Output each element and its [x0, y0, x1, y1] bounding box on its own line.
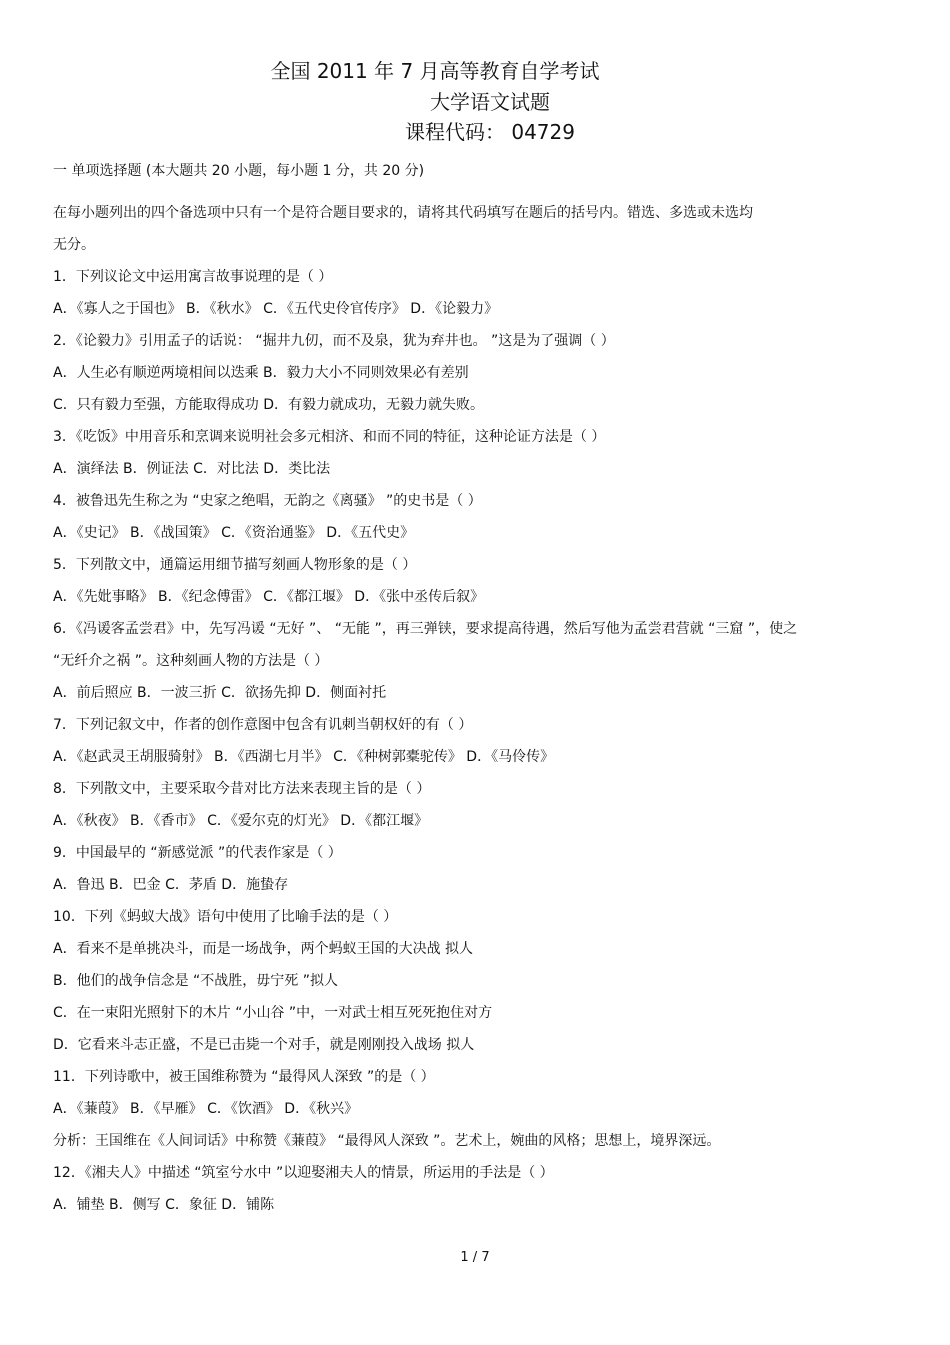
options-line: A．人生必有顺逆两境相间以迭乘 B．毅力大小不同则效果必有差别 [53, 365, 469, 381]
options-line: A．鲁迅 B．巴金 C．茅盾 D．施蛰存 [53, 877, 289, 893]
options-line: A．《先妣事略》 B．《纪念傅雷》 C．《都江堰》 D．《张中丞传后叙》 [53, 589, 485, 605]
options-line: C．在一束阳光照射下的木片 “小山谷 ”中，一对武士相互死死抱住对方 [53, 1005, 493, 1021]
question-line: 2．《论毅力》引用孟子的话说： “掘井九仞，而不及泉，犹为弃井也。 ”这是为了强调（ ） [53, 333, 615, 349]
question-line: 8．下列散文中，主要采取今昔对比方法来表现主旨的是（ ） [53, 781, 431, 797]
options-line: D．它看来斗志正盛，不是已击毙一个对手，就是刚刚投入战场 拟人 [53, 1037, 475, 1053]
question-line: 6．《冯谖客孟尝君》中，先写冯谖 “无好 ”、 “无能 ”，再三弹铗，要求提高待遇，然后写他为孟尝君营就 “三窟 ”，使之 [53, 621, 798, 637]
options-line: A．《秋夜》 B．《香市》 C．《爱尔克的灯光》 D．《都江堰》 [53, 813, 429, 829]
options-line: B．他们的战争信念是 “不战胜，毋宁死 ”拟人 [53, 973, 339, 989]
question-line: 12．《湘夫人》中描述 “筑室兮水中 ”以迎娶湘夫人的情景，所运用的手法是（ ） [53, 1165, 554, 1181]
question-line: 4．被鲁迅先生称之为 “史家之绝唱，无韵之《离骚》 ”的史书是（ ） [53, 493, 482, 509]
question-line: 10．下列《蚂蚁大战》语句中使用了比喻手法的是（ ） [53, 909, 398, 925]
options-line: A．《史记》 B．《战国策》 C．《资治通鉴》 D．《五代史》 [53, 525, 415, 541]
instructions-line: 无分。 [53, 237, 95, 253]
options-line: A．看来不是单挑决斗，而是一场战争，两个蚂蚁王国的大决战 拟人 [53, 941, 474, 957]
exam-body [53, 160, 913, 1226]
exam-title: 全国 2011 年 7 月高等教育自学考试 [270, 59, 600, 83]
question-line: 11．下列诗歌中，被王国维称赞为 “最得风人深致 ”的是（ ） [53, 1069, 435, 1085]
question-line: “无纤介之祸 ”。这种刻画人物的方法是（ ） [53, 653, 329, 669]
section-heading: 一 单项选择题 (本大题共 20 小题，每小题 1 分，共 20 分) [53, 163, 425, 179]
instructions-line: 在每小题列出的四个备选项中只有一个是符合题目要求的，请将其代码填写在题后的括号内。错选、多选或未选均 [53, 205, 753, 221]
question-line: 1．下列议论文中运用寓言故事说理的是（ ） [53, 269, 333, 285]
exam-subject: 大学语文试题 [430, 90, 550, 114]
question-line: 5．下列散文中，通篇运用细节描写刻画人物形象的是（ ） [53, 557, 417, 573]
question-line: 9．中国最早的 “新感觉派 ”的代表作家是（ ） [53, 845, 342, 861]
options-line: C．只有毅力至强，方能取得成功 D．有毅力就成功，无毅力就失败。 [53, 397, 485, 413]
options-line: A．铺垫 B．侧写 C．象征 D．铺陈 [53, 1197, 275, 1213]
page-number: 1 / 7 [460, 1250, 490, 1265]
analysis-line: 分析：王国维在《人间词话》中称赞《蒹葭》 “最得风人深致 ”。艺术上，婉曲的风格；思想上，境界深远。 [53, 1133, 721, 1149]
options-line: A．《蒹葭》 B．《早雁》 C．《饮酒》 D．《秋兴》 [53, 1101, 359, 1117]
question-line: 7．下列记叙文中，作者的创作意图中包含有讥刺当朝权奸的有（ ） [53, 717, 473, 733]
options-line: A．前后照应 B．一波三折 C．欲扬先抑 D．侧面衬托 [53, 685, 387, 701]
question-line: 3．《吃饭》中用音乐和烹调来说明社会多元相济、和而不同的特征，这种论证方法是（ ） [53, 429, 606, 445]
options-line: A．《寡人之于国也》 B．《秋水》 C．《五代史伶官传序》 D．《论毅力》 [53, 301, 499, 317]
options-line: A．演绎法 B．例证法 C．对比法 D．类比法 [53, 461, 331, 477]
course-code: 课程代码： 04729 [405, 120, 575, 144]
options-line: A．《赵武灵王胡服骑射》 B．《西湖七月半》 C．《种树郭橐驼传》 D．《马伶传》 [53, 749, 555, 765]
